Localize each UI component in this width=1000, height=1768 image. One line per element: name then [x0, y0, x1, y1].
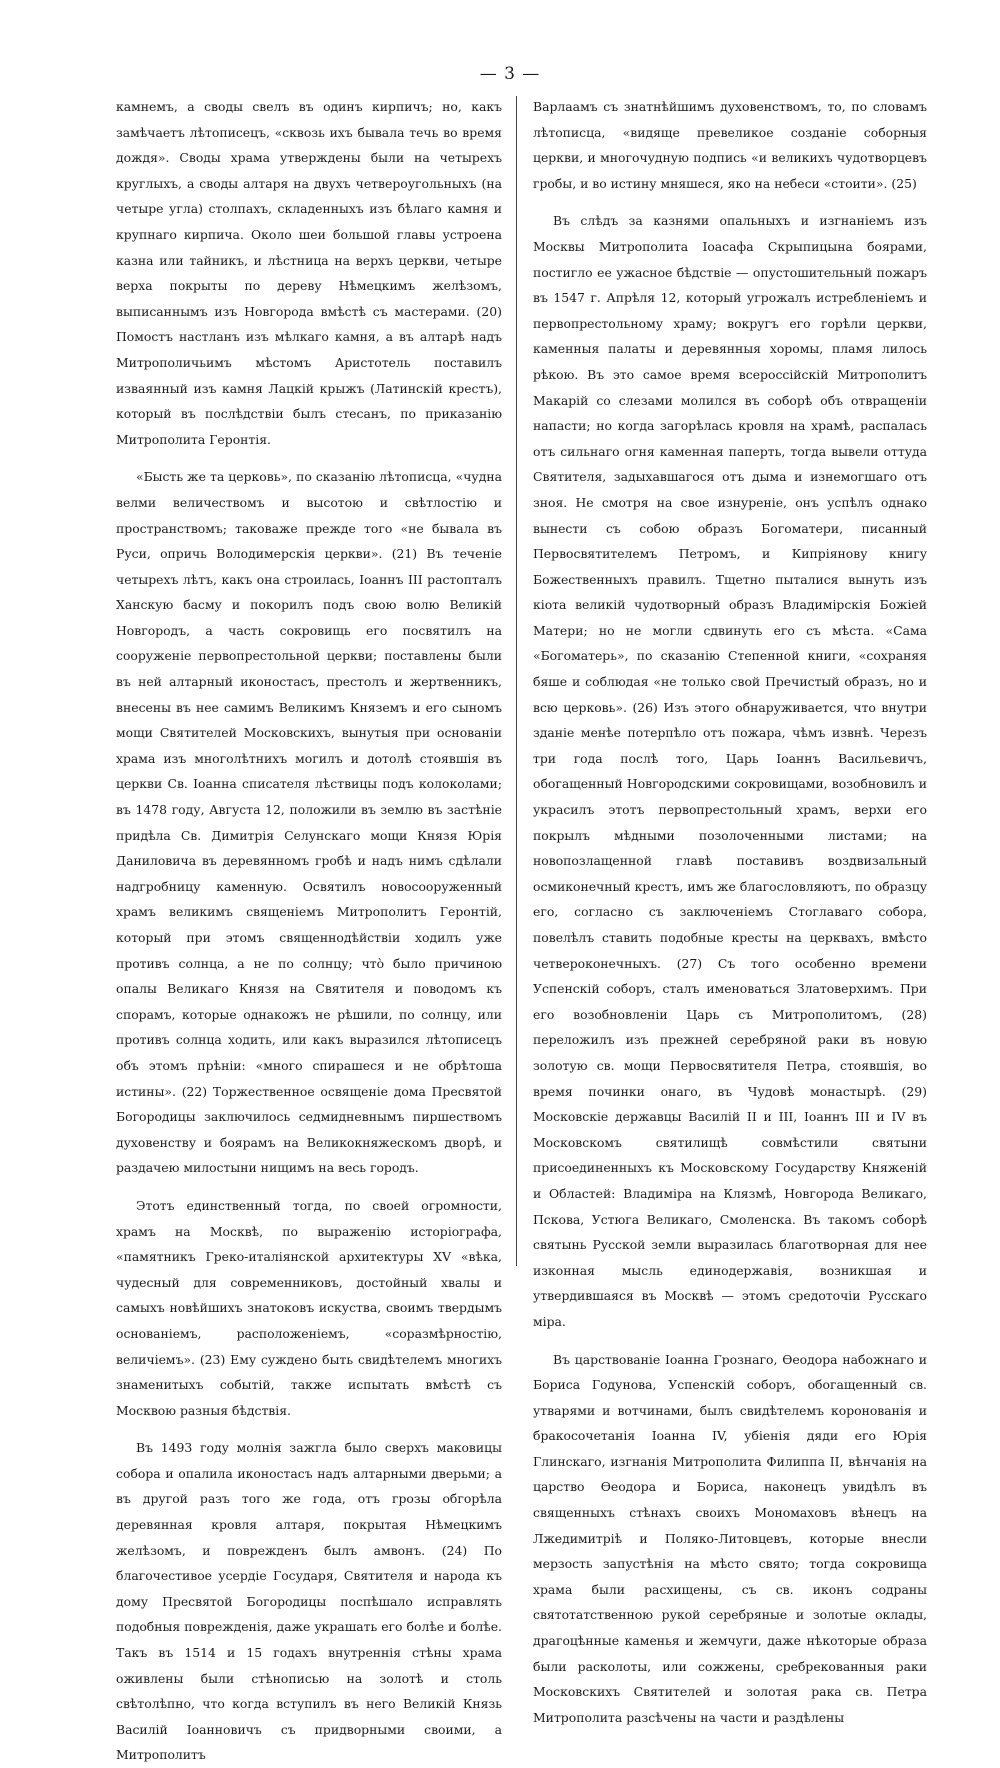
paragraph: Варлаамъ съ знатнѣйшимъ духовенствомъ, то, по словамъ лѣтописца, «видяще превеликое созданіе соборныя церкви, и многочудную подпись «и великихъ чудотворцевъ гробы, и во истину мняшеся, яко на небеси «стоити». (25)	[533, 99, 927, 191]
paragraph: «Бысть же та церковь», по сказанію лѣтописца, «чудна велми величествомъ и высотою и свѣтлостію и пространствомъ; таковаже прежде того «не бывала въ Руси, опричь Володимерскія церкви». (21) Въ теченіе четырехъ лѣтъ, какъ она строилась, Іоаннъ III растопталъ Ханскую басму и покорилъ подъ свою волю Великій Новгородъ, а часть сокровищь его посвятилъ на сооруженіе первопрестольной церкви; поставлены были въ ней алтарный иконостасъ, престолъ и жертвенникъ, внесены въ нее самимъ Великимъ Княземъ и его сыномъ мощи Святителей Московскихъ, вынутыя при основаніи храма изъ многолѣтнихъ могилъ и дотолѣ стоявшія въ церкви Св. Іоанна списателя лѣствицы подъ колоколами; въ 1478 году, Августа 12, положили въ землю въ застѣніе придѣла Св. Димитрія Селунскаго мощи Князя Юрія Даниловича въ деревянномъ гробѣ и надъ нимъ сдѣлали надгробницу каменную. Освятилъ новосооруженный храмъ великимъ священіемъ Митрополитъ Геронтій, который при этомъ священнодѣйствіи ходилъ уже противъ солнца, а не по солнцу; что̀ было причиною опалы Великаго Князя на Святителя и поводомъ къ спорамъ, которые однакожъ не рѣшили, по солнцу, или противъ солнца ходить, или какъ выразился лѣтописецъ объ этомъ прѣніи: «много спирашеся и не обрѣтоша истины». (22) Торжественное освященіе дома Пресвятой Богородицы заключилось седмидневнымъ пиршествомъ духовенству и боярамъ на Великокняжескомъ дворѣ, и раздачею милостыни нищимъ на весь городъ.	[116, 469, 502, 1176]
paragraph: Въ царствованіе Іоанна Грознаго, Ѳеодора набожнаго и Бориса Годунова, Успенскій соборъ, обогащенный св. утварями и вотчинами, былъ свидѣтелемъ коронованія и бракосочетанія Іоанна IV, убіенія дяди его Юрія Глинскаго, изгнанія Митрополита Филиппа II, вѣнчанія на царство Ѳеодора и Бориса, наконецъ увидѣлъ въ священныхъ стѣнахъ своихъ Мономаховъ вѣнецъ на Лжедимитріѣ и Поляко-Литовцевъ, которые внесли мерзость запустѣнія на мѣсто свято; тогда сокровища храма были расхищены, съ св. иконъ содраны святотатственною рукой серебряные и золотые оклады, драгоцѣнные каменья и жемчуги, даже нѣкоторые образа были расколоты, или сожжены, сребрекованныя раки Московскихъ Святителей и золотая рака св. Петра Митрополита разсѣчены на части и раздѣлены	[533, 1351, 927, 1725]
paragraph: Этотъ единственный тогда, по своей огромности, храмъ на Москвѣ, по выраженію исторіографа, «памятникъ Греко-италіянской архитектуры XV «вѣка, чудесный для современниковъ, достойный хвалы и самыхъ новѣйшихъ знатоковъ искуства, своимъ твердымъ основаніемъ, расположеніемъ, «соразмѣрностію, величіемъ». (23) Ему суждено быть свидѣтелемъ многихъ знаменитыхъ событій, также испытать вмѣстѣ съ Москвою разныя бѣдствія.	[116, 1197, 502, 1418]
column-divider	[516, 96, 517, 1266]
paragraph: камнемъ, а своды свелъ въ одинъ кирпичъ; но, какъ замѣчаетъ лѣтописецъ, «сквозь ихъ бывала течь во время дождя». Своды храма утверждены были на четырехъ круглыхъ, а своды алтаря на двухъ четвероугольныхъ (на четыре угла) столпахъ, складенныхъ изъ бѣлаго камня и крупнаго кирпича. Около шеи большой главы устроена казна или тайникъ, и лѣстница на верхъ церкви, четыре верха покрыты по дереву Нѣмецкимъ желѣзомъ, выписаннымъ изъ Новгорода вмѣстѣ съ мастерами. (20) Помостъ настланъ изъ мѣлкаго камня, а въ алтарѣ надъ Митрополичьимъ мѣстомъ Аристотель поставилъ изваянный изъ камня Лацкій крыжъ (Латинскій крестъ), который въ послѣдствіи былъ стесанъ, по приказанію Митрополита Геронтія.	[116, 99, 502, 447]
paragraph: Въ 1493 году молнія зажгла было сверхъ маковицы собора и опалила иконостасъ надъ алтарными дверьми; а въ другой разъ того же года, отъ грозы обгорѣла деревянная кровля алтаря, покрытая Нѣмецкимъ желѣзомъ, и поврежденъ былъ амвонъ. (24) По благочестивое усердіе Государя, Святителя и народа къ дому Пресвятой Богородицы поспѣшало исправлять подобныя поврежденія, даже украшать его болѣе и болѣе. Такъ въ 1514 и 15 годахъ внутреннія стѣны храма оживлены были стѣнописью на золотѣ и столь свѣтолѣпно, что когда вступилъ въ него Великій Князь Василій Іоанновичъ съ придворными своими, а Митрополитъ	[116, 1440, 502, 1763]
left-column	[116, 94, 502, 1768]
right-column	[533, 94, 927, 1730]
page-number: — 3 —	[479, 64, 541, 84]
paragraph: Въ слѣдъ за казнями опальныхъ и изгнаніемъ изъ Москвы Митрополита Іоасафа Скрыпицына боярами, постигло ее ужасное бѣдствіе — опустошительный пожаръ въ 1547 г. Апрѣля 12, который угрожалъ истребленіемъ и первопрестольному храму; вокругъ его горѣли церкви, каменныя палаты и деревянныя хоромы, пламя лилось рѣкою. Въ это самое время всероссійскій Митрополитъ Макарій со слезами молился въ соборѣ объ отвращеніи напасти; но когда загорѣлась кровля на храмѣ, распалась отъ сильнаго огня каменная паперть, тогда вывели оттуда Святителя, задыхавшагося отъ дыма и изнемогшаго отъ зноя. Не смотря на свое изнуреніе, онъ успѣлъ однако вынести съ собою образъ Богоматери, писанный Первосвятителемъ Петромъ, и Кипріянову книгу Божественныхъ правилъ. Тщетно пыталися вынуть изъ кіота великій чудотворный образъ Владимірскія Божіей Матери; но не могли сдвинуть его съ мѣста. «Сама «Богоматерь», по сказанію Степенной книги, «сохраняя бяше и соблюдая «не только свой Пречистый образъ, но и всю церковь». (26) Изъ этого обнаруживается, что внутри зданіе менѣе потерпѣло отъ пожара, чѣмъ извнѣ. Черезъ три года послѣ того, Царь Іоаннъ Васильевичъ, обогащенный Новгородскими сокровищами, возобновилъ и украсилъ этотъ первопрестольный храмъ, верхи его покрылъ мѣдными позолоченными листами; на новопозлащенной главѣ поставивъ воздвизальный осмиконечный крестъ, имъ же благословляютъ, по образцу его, согласно съ заключеніемъ Стоглаваго собора, повелѣлъ ставить подобные кресты на церквахъ, вмѣсто четвероконечныхъ. (27) Съ того особенно времени Успенскій соборъ, сталъ именоваться Златоверхимъ. При его возобновленіи Царь съ Митрополитомъ, (28) переложилъ изъ прежней серебряной раки въ новую золотую св. мощи Первосвятителя Петра, стоявшія, во время починки онаго, въ Чудовѣ монастырѣ. (29) Московскіе державцы Василій II и III, Іоаннъ III и IV въ Московскомъ святилищѣ совмѣстили святыни присоединенныхъ къ Московскому Государству Княженій и Областей: Владиміра на Клязмѣ, Новгорода Великаго, Пскова, Устюга Великаго, Смоленска. Въ такомъ соборѣ святынь Русской земли выразилась благотворная для нее изконная мысль единодержавія, возникшая и утвердившаяся въ Москвѣ — этомъ средоточіи Русскаго міра.	[533, 213, 927, 1329]
